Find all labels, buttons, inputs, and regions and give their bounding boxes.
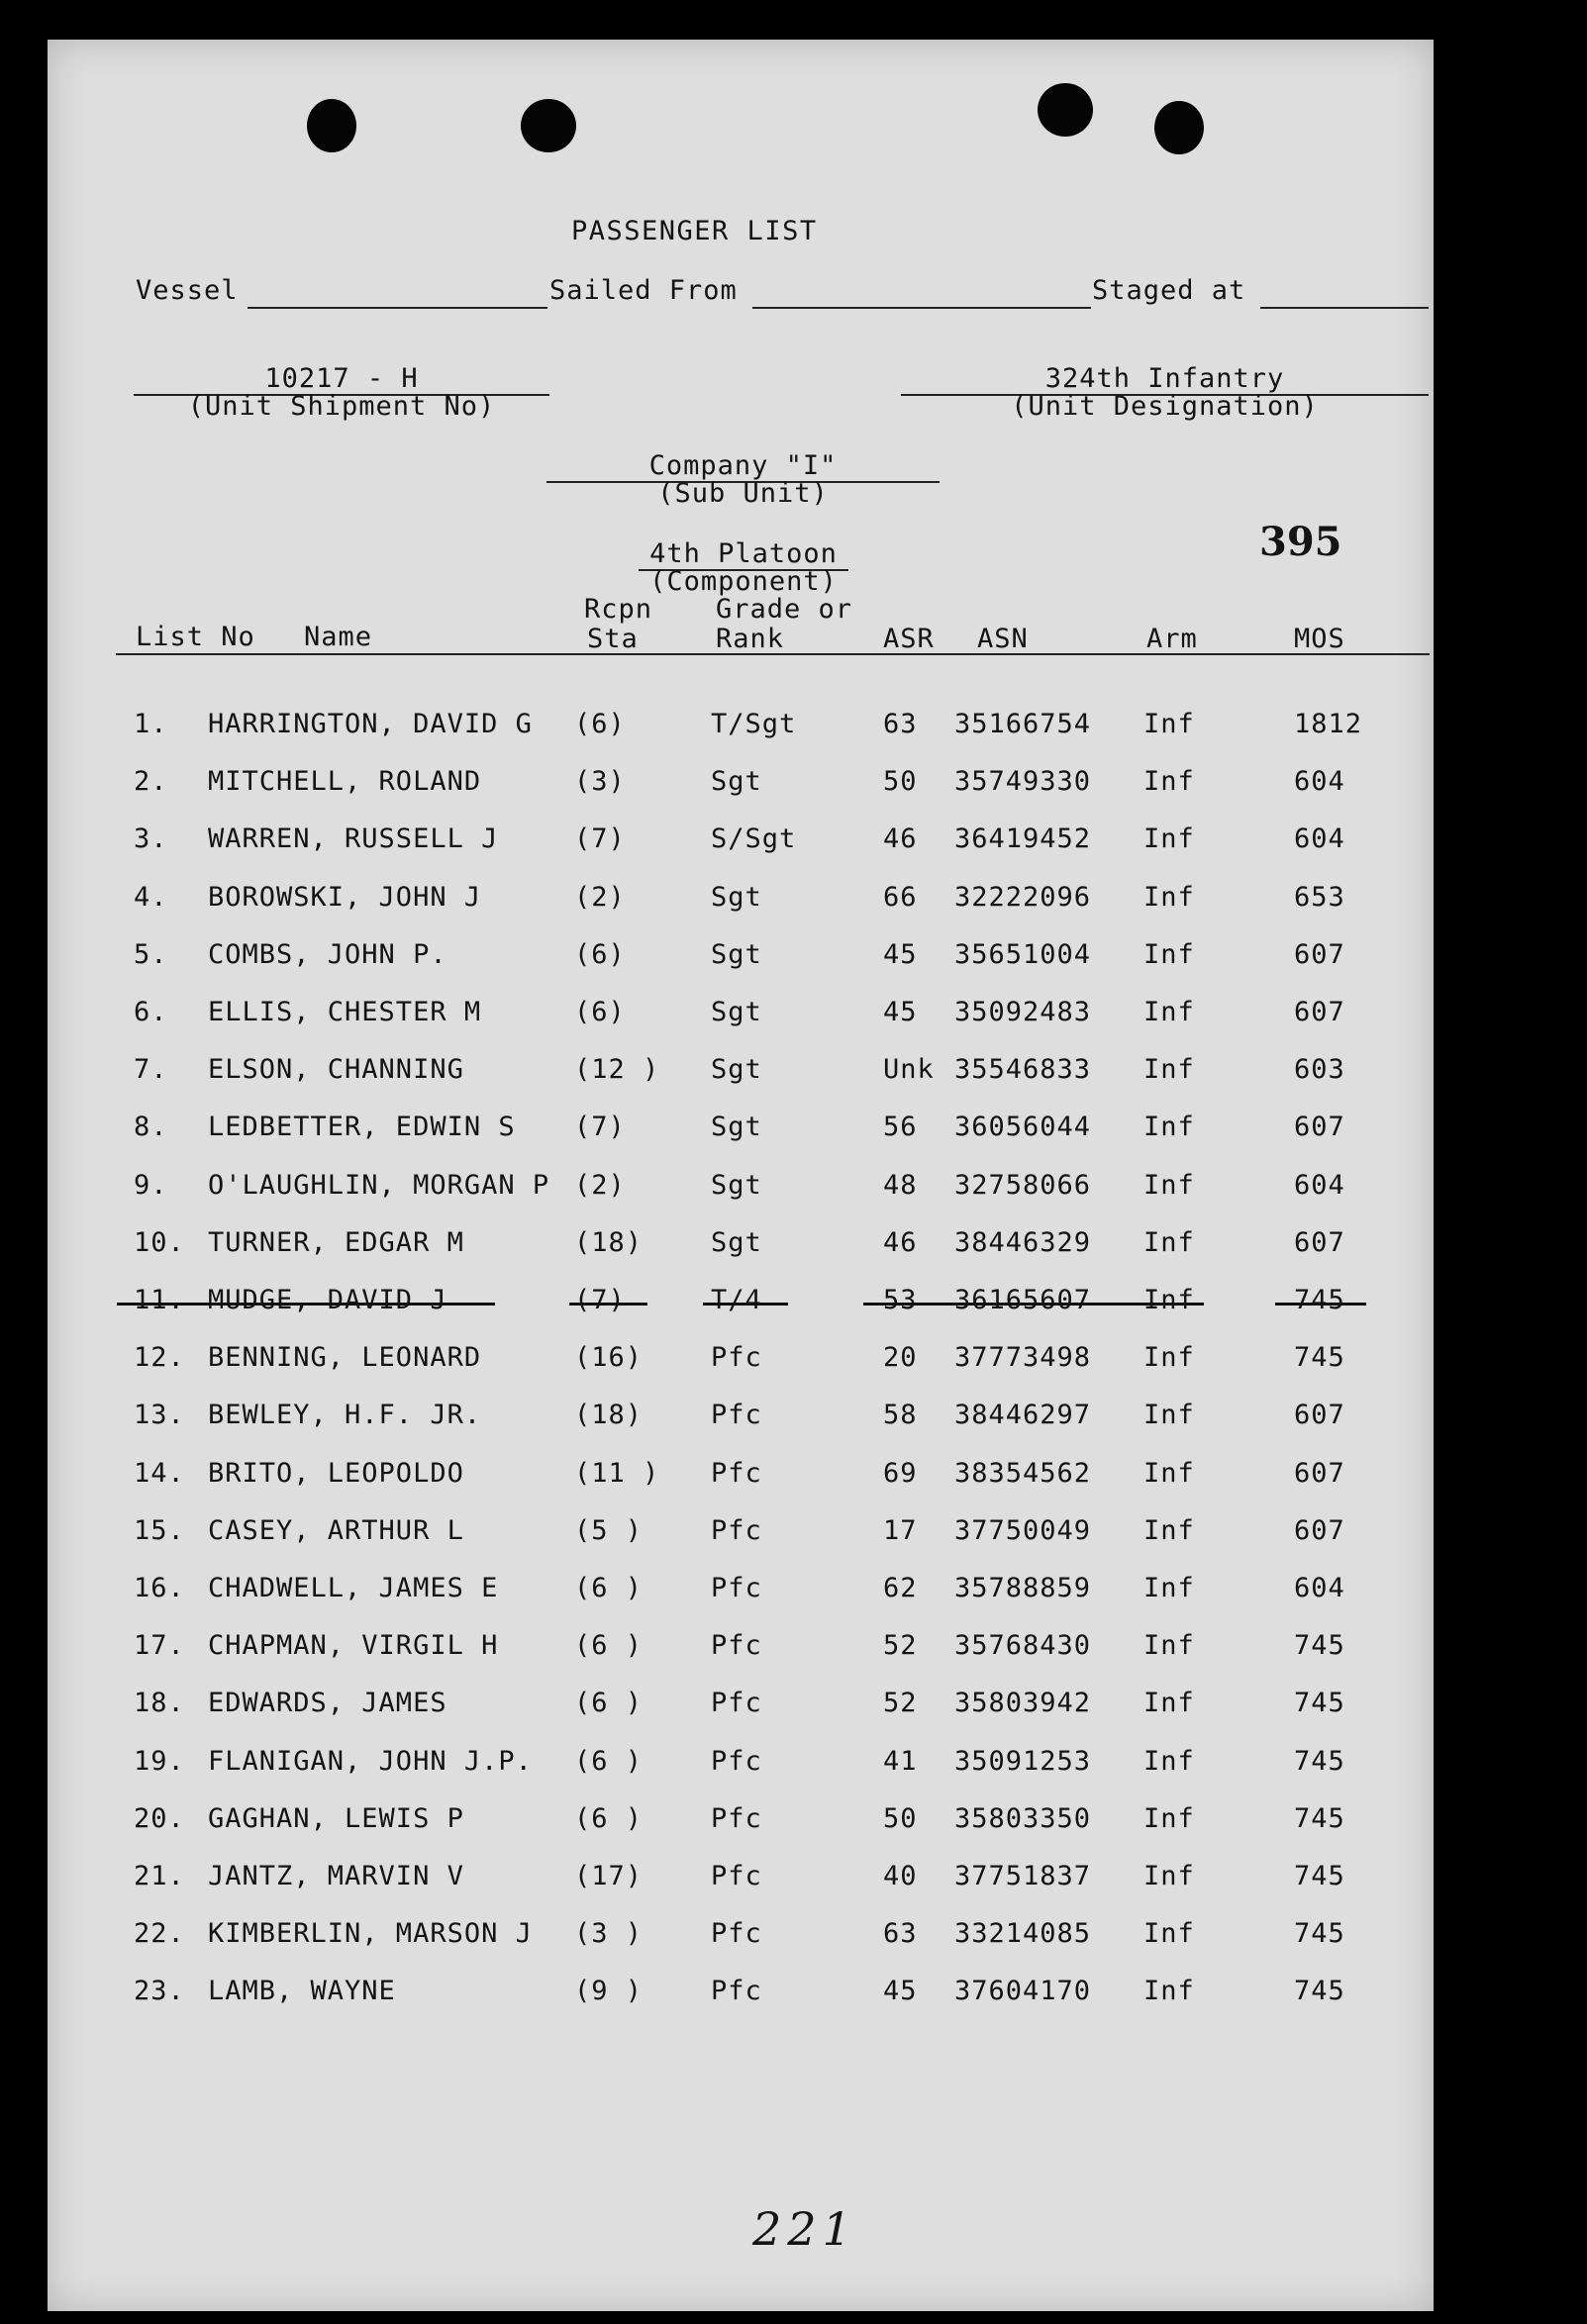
table-row — [0, 1630, 1587, 1670]
list-no-cell: 4. — [134, 882, 168, 913]
table-row — [0, 1746, 1587, 1786]
arm-cell: Inf — [1143, 1054, 1195, 1085]
list-no-cell: 18. — [134, 1688, 185, 1718]
name-cell: LAMB, WAYNE — [208, 1976, 396, 2006]
mos-cell: 607 — [1294, 997, 1345, 1027]
rcpn-sta-cell: (18) — [574, 1400, 644, 1430]
col-header-grade: Grade or — [716, 594, 853, 625]
asr-cell: 20 — [883, 1342, 918, 1373]
list-no-cell: 1. — [134, 709, 168, 739]
rcpn-sta-cell: (9 ) — [574, 1976, 644, 2006]
unit-designation-caption: (Unit Designation) — [1011, 391, 1319, 422]
name-cell: O'LAUGHLIN, MORGAN P — [208, 1170, 550, 1201]
arm-cell: Inf — [1143, 997, 1195, 1027]
rcpn-sta-cell: (6) — [574, 939, 626, 970]
arm-cell: Inf — [1143, 1112, 1195, 1142]
mos-cell: 607 — [1294, 1515, 1345, 1546]
punch-hole — [1154, 101, 1204, 154]
mos-cell: 604 — [1294, 823, 1345, 854]
name-cell: BEWLEY, H.F. JR. — [208, 1400, 482, 1430]
asn-cell: 35803942 — [954, 1688, 1092, 1718]
name-cell: BOROWSKI, JOHN J — [208, 882, 482, 913]
rcpn-sta-cell: (18) — [574, 1227, 644, 1258]
rank-cell: Sgt — [711, 1054, 762, 1085]
table-row — [0, 882, 1587, 921]
mos-cell: 745 — [1294, 1285, 1345, 1315]
rcpn-sta-cell: (3) — [574, 766, 626, 797]
asn-cell: 37773498 — [954, 1342, 1092, 1373]
vessel-label: Vessel — [136, 275, 239, 306]
list-no-cell: 11. — [134, 1285, 185, 1315]
table-row — [0, 939, 1587, 979]
mos-cell: 745 — [1294, 1342, 1345, 1373]
rcpn-sta-cell: (6) — [574, 709, 626, 739]
col-header-mos: MOS — [1294, 624, 1345, 654]
mos-cell: 607 — [1294, 1458, 1345, 1489]
component: 4th Platoon — [649, 538, 838, 569]
strikethrough-line — [569, 1303, 647, 1306]
rcpn-sta-cell: (2) — [574, 1170, 626, 1201]
mos-cell: 607 — [1294, 1400, 1345, 1430]
rank-cell: T/4 — [711, 1285, 762, 1315]
name-cell: HARRINGTON, DAVID G — [208, 709, 533, 739]
arm-cell: Inf — [1143, 1285, 1195, 1315]
asn-cell: 36165607 — [954, 1285, 1092, 1315]
asr-cell: 45 — [883, 997, 918, 1027]
rank-cell: Sgt — [711, 997, 762, 1027]
arm-cell: Inf — [1143, 1227, 1195, 1258]
mos-cell: 745 — [1294, 1688, 1345, 1718]
list-no-cell: 2. — [134, 766, 168, 797]
list-no-cell: 13. — [134, 1400, 185, 1430]
asn-cell: 35803350 — [954, 1803, 1092, 1834]
arm-cell: Inf — [1143, 1630, 1195, 1661]
rank-cell: Sgt — [711, 939, 762, 970]
list-no-cell: 22. — [134, 1918, 185, 1949]
list-no-cell: 9. — [134, 1170, 168, 1201]
mos-cell: 1812 — [1294, 709, 1363, 739]
rank-cell: Pfc — [711, 1746, 762, 1777]
sailed-from-blank-line — [752, 307, 1091, 309]
rank-cell: Sgt — [711, 766, 762, 797]
sailed-from-label: Sailed From — [549, 275, 738, 306]
staged-at-label: Staged at — [1092, 275, 1246, 306]
table-row — [0, 997, 1587, 1036]
mos-cell: 745 — [1294, 1746, 1345, 1777]
name-cell: MUDGE, DAVID J — [208, 1285, 447, 1315]
col-header-list-no: List No — [136, 622, 255, 652]
punch-hole — [307, 99, 356, 152]
arm-cell: Inf — [1143, 1918, 1195, 1949]
list-no-cell: 17. — [134, 1630, 185, 1661]
name-cell: CASEY, ARTHUR L — [208, 1515, 464, 1546]
mos-cell: 745 — [1294, 1803, 1345, 1834]
rcpn-sta-cell: (11 ) — [574, 1458, 660, 1489]
list-no-cell: 3. — [134, 823, 168, 854]
asn-cell: 35651004 — [954, 939, 1092, 970]
asr-cell: 56 — [883, 1112, 918, 1142]
asr-cell: 45 — [883, 939, 918, 970]
arm-cell: Inf — [1143, 1746, 1195, 1777]
rank-cell: Sgt — [711, 1112, 762, 1142]
name-cell: COMBS, JOHN P. — [208, 939, 447, 970]
rcpn-sta-cell: (12 ) — [574, 1054, 660, 1085]
asr-cell: 63 — [883, 709, 918, 739]
asr-cell: 62 — [883, 1573, 918, 1603]
col-header-sta: Sta — [587, 624, 639, 654]
arm-cell: Inf — [1143, 1861, 1195, 1891]
asr-cell: 48 — [883, 1170, 918, 1201]
mos-cell: 745 — [1294, 1630, 1345, 1661]
list-no-cell: 19. — [134, 1746, 185, 1777]
rank-cell: Pfc — [711, 1515, 762, 1546]
arm-cell: Inf — [1143, 709, 1195, 739]
table-row — [0, 823, 1587, 863]
list-no-cell: 10. — [134, 1227, 185, 1258]
name-cell: TURNER, EDGAR M — [208, 1227, 464, 1258]
component-caption: (Component) — [649, 566, 838, 597]
name-cell: GAGHAN, LEWIS P — [208, 1803, 464, 1834]
asn-cell: 36419452 — [954, 823, 1092, 854]
arm-cell: Inf — [1143, 823, 1195, 854]
col-header-rank: Rank — [716, 624, 785, 654]
unit-shipment-no: 10217 - H — [264, 363, 419, 394]
rank-cell: Pfc — [711, 1342, 762, 1373]
asr-cell: 50 — [883, 1803, 918, 1834]
name-cell: MITCHELL, ROLAND — [208, 766, 482, 797]
table-row — [0, 1342, 1587, 1382]
header-rule — [116, 653, 1430, 655]
arm-cell: Inf — [1143, 1688, 1195, 1718]
asn-cell: 32758066 — [954, 1170, 1092, 1201]
unit-shipment-caption: (Unit Shipment No) — [187, 391, 496, 422]
table-row — [0, 1688, 1587, 1727]
asr-cell: 45 — [883, 1976, 918, 2006]
stamp-number: 395 — [1259, 519, 1342, 565]
asn-cell: 37751837 — [954, 1861, 1092, 1891]
mos-cell: 745 — [1294, 1861, 1345, 1891]
rcpn-sta-cell: (7) — [574, 1285, 626, 1315]
rank-cell: Pfc — [711, 1976, 762, 2006]
asn-cell: 38446329 — [954, 1227, 1092, 1258]
arm-cell: Inf — [1143, 1458, 1195, 1489]
arm-cell: Inf — [1143, 1803, 1195, 1834]
sub-unit: Company "I" — [648, 450, 838, 481]
arm-cell: Inf — [1143, 1400, 1195, 1430]
col-header-name: Name — [304, 622, 373, 652]
mos-cell: 653 — [1294, 882, 1345, 913]
punch-hole — [1038, 83, 1093, 137]
table-row — [0, 1112, 1587, 1151]
table-row — [0, 1170, 1587, 1210]
asn-cell: 35166754 — [954, 709, 1092, 739]
list-no-cell: 15. — [134, 1515, 185, 1546]
table-row — [0, 1400, 1587, 1439]
rcpn-sta-cell: (6 ) — [574, 1573, 644, 1603]
rank-cell: T/Sgt — [711, 709, 797, 739]
list-no-cell: 14. — [134, 1458, 185, 1489]
rank-cell: Sgt — [711, 1170, 762, 1201]
col-header-asr: ASR — [883, 624, 935, 654]
asn-cell: 35788859 — [954, 1573, 1092, 1603]
rcpn-sta-cell: (2) — [574, 882, 626, 913]
asn-cell: 33214085 — [954, 1918, 1092, 1949]
arm-cell: Inf — [1143, 882, 1195, 913]
table-row — [0, 1227, 1587, 1267]
table-row — [0, 1458, 1587, 1498]
asr-cell: 52 — [883, 1688, 918, 1718]
punch-hole — [521, 99, 576, 152]
rank-cell: S/Sgt — [711, 823, 797, 854]
arm-cell: Inf — [1143, 1170, 1195, 1201]
rank-cell: Pfc — [711, 1573, 762, 1603]
asr-cell: 58 — [883, 1400, 918, 1430]
arm-cell: Inf — [1143, 1976, 1195, 2006]
rcpn-sta-cell: (5 ) — [574, 1515, 644, 1546]
asr-cell: 66 — [883, 882, 918, 913]
list-no-cell: 21. — [134, 1861, 185, 1891]
mos-cell: 604 — [1294, 766, 1345, 797]
name-cell: KIMBERLIN, MARSON J — [208, 1918, 533, 1949]
name-cell: EDWARDS, JAMES — [208, 1688, 447, 1718]
strikethrough-line — [703, 1303, 788, 1306]
rcpn-sta-cell: (3 ) — [574, 1918, 644, 1949]
mos-cell: 604 — [1294, 1573, 1345, 1603]
table-row — [0, 1861, 1587, 1900]
asn-cell: 35091253 — [954, 1746, 1092, 1777]
unit-designation: 324th Infantry — [1044, 363, 1285, 394]
asn-cell: 35546833 — [954, 1054, 1092, 1085]
table-row — [0, 1515, 1587, 1555]
sub-unit-caption: (Sub Unit) — [657, 478, 829, 509]
asr-cell: 63 — [883, 1918, 918, 1949]
list-no-cell: 7. — [134, 1054, 168, 1085]
rcpn-sta-cell: (6) — [574, 997, 626, 1027]
table-row — [0, 709, 1587, 748]
mos-cell: 603 — [1294, 1054, 1345, 1085]
strikethrough-line — [117, 1303, 495, 1306]
col-header-arm: Arm — [1146, 624, 1198, 654]
asn-cell: 35749330 — [954, 766, 1092, 797]
name-cell: LEDBETTER, EDWIN S — [208, 1112, 516, 1142]
staged-at-blank-line — [1260, 307, 1429, 309]
list-no-cell: 16. — [134, 1573, 185, 1603]
name-cell: FLANIGAN, JOHN J.P. — [208, 1746, 533, 1777]
col-header-asn: ASN — [977, 624, 1029, 654]
handwritten-page-number: 221 — [752, 2202, 857, 2256]
rcpn-sta-cell: (6 ) — [574, 1746, 644, 1777]
asr-cell: 41 — [883, 1746, 918, 1777]
rank-cell: Pfc — [711, 1458, 762, 1489]
asr-cell: Unk — [883, 1054, 935, 1085]
arm-cell: Inf — [1143, 1573, 1195, 1603]
arm-cell: Inf — [1143, 1342, 1195, 1373]
rank-cell: Pfc — [711, 1400, 762, 1430]
rcpn-sta-cell: (7) — [574, 1112, 626, 1142]
asr-cell: 53 — [883, 1285, 918, 1315]
mos-cell: 604 — [1294, 1170, 1345, 1201]
rank-cell: Pfc — [711, 1630, 762, 1661]
asn-cell: 38354562 — [954, 1458, 1092, 1489]
list-no-cell: 12. — [134, 1342, 185, 1373]
asr-cell: 52 — [883, 1630, 918, 1661]
rank-cell: Pfc — [711, 1861, 762, 1891]
table-row — [0, 1573, 1587, 1612]
table-row — [0, 1285, 1587, 1324]
rank-cell: Pfc — [711, 1918, 762, 1949]
name-cell: WARREN, RUSSELL J — [208, 823, 499, 854]
rcpn-sta-cell: (6 ) — [574, 1630, 644, 1661]
name-cell: ELLIS, CHESTER M — [208, 997, 482, 1027]
rank-cell: Sgt — [711, 882, 762, 913]
table-row — [0, 1803, 1587, 1843]
arm-cell: Inf — [1143, 1515, 1195, 1546]
rank-cell: Pfc — [711, 1803, 762, 1834]
asn-cell: 38446297 — [954, 1400, 1092, 1430]
mos-cell: 607 — [1294, 1227, 1345, 1258]
table-row — [0, 1976, 1587, 2015]
table-row — [0, 766, 1587, 806]
col-header-rcpn: Rcpn — [584, 594, 653, 625]
name-cell: ELSON, CHANNING — [208, 1054, 464, 1085]
rcpn-sta-cell: (7) — [574, 823, 626, 854]
rank-cell: Pfc — [711, 1688, 762, 1718]
table-row — [0, 1918, 1587, 1958]
name-cell: BRITO, LEOPOLDO — [208, 1458, 464, 1489]
name-cell: CHAPMAN, VIRGIL H — [208, 1630, 499, 1661]
list-no-cell: 23. — [134, 1976, 185, 2006]
asr-cell: 46 — [883, 1227, 918, 1258]
list-no-cell: 5. — [134, 939, 168, 970]
arm-cell: Inf — [1143, 939, 1195, 970]
strikethrough-line — [863, 1303, 1204, 1306]
name-cell: BENNING, LEONARD — [208, 1342, 482, 1373]
asr-cell: 46 — [883, 823, 918, 854]
arm-cell: Inf — [1143, 766, 1195, 797]
asn-cell: 36056044 — [954, 1112, 1092, 1142]
name-cell: CHADWELL, JAMES E — [208, 1573, 499, 1603]
mos-cell: 607 — [1294, 939, 1345, 970]
asn-cell: 37750049 — [954, 1515, 1092, 1546]
rcpn-sta-cell: (16) — [574, 1342, 644, 1373]
name-cell: JANTZ, MARVIN V — [208, 1861, 464, 1891]
table-row — [0, 1054, 1587, 1094]
list-no-cell: 6. — [134, 997, 168, 1027]
asr-cell: 69 — [883, 1458, 918, 1489]
asn-cell: 32222096 — [954, 882, 1092, 913]
mos-cell: 745 — [1294, 1976, 1345, 2006]
mos-cell: 607 — [1294, 1112, 1345, 1142]
rcpn-sta-cell: (6 ) — [574, 1688, 644, 1718]
asn-cell: 35092483 — [954, 997, 1092, 1027]
rcpn-sta-cell: (17) — [574, 1861, 644, 1891]
asn-cell: 35768430 — [954, 1630, 1092, 1661]
strikethrough-line — [1275, 1303, 1366, 1306]
vessel-blank-line — [248, 307, 547, 309]
mos-cell: 745 — [1294, 1918, 1345, 1949]
document-title: PASSENGER LIST — [571, 216, 818, 246]
asr-cell: 17 — [883, 1515, 918, 1546]
asr-cell: 50 — [883, 766, 918, 797]
list-no-cell: 8. — [134, 1112, 168, 1142]
list-no-cell: 20. — [134, 1803, 185, 1834]
asr-cell: 40 — [883, 1861, 918, 1891]
rcpn-sta-cell: (6 ) — [574, 1803, 644, 1834]
asn-cell: 37604170 — [954, 1976, 1092, 2006]
rank-cell: Sgt — [711, 1227, 762, 1258]
